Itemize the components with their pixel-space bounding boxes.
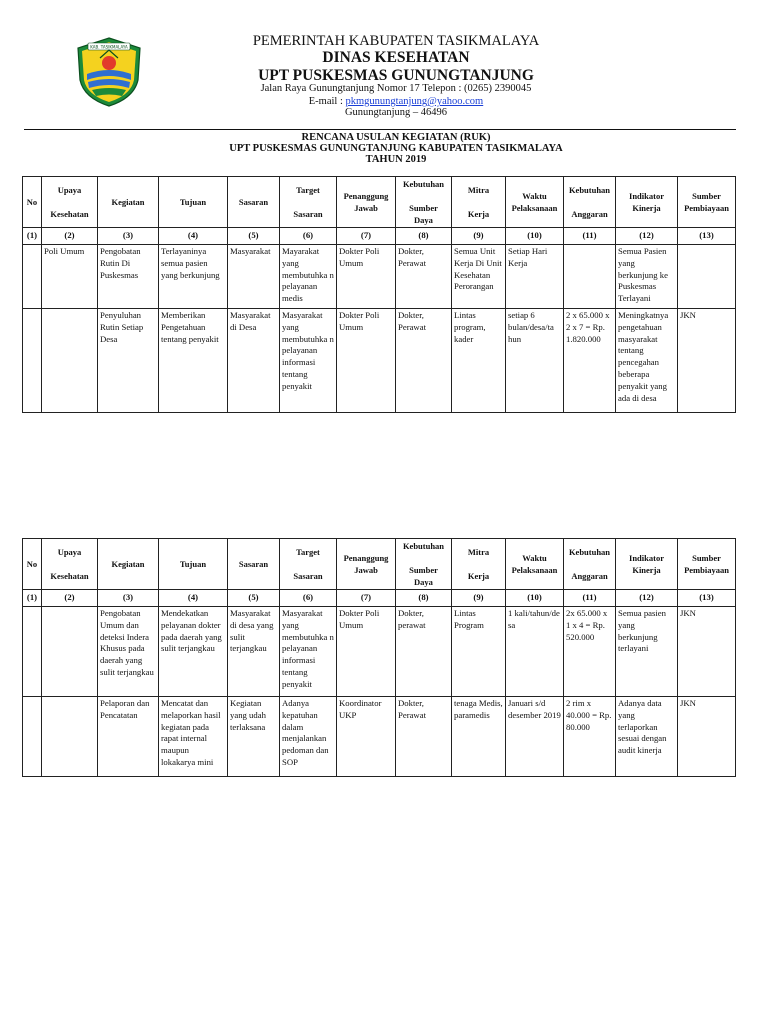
col-number: (4)	[159, 590, 228, 607]
col-number: (3)	[98, 590, 159, 607]
col-sumber-pembiayaan: Sumber Pembiayaan	[678, 177, 736, 228]
cell-anggaran: 2 rim x 40.000 = Rp. 80.000	[564, 697, 616, 777]
cell-sasaran: Masyarakat di desa yang sulit terjangkau	[228, 607, 280, 697]
svg-text:KAB. TASIKMALAYA: KAB. TASIKMALAYA	[90, 44, 128, 50]
header-government: PEMERINTAH KABUPATEN TASIKMALAYA	[252, 33, 540, 49]
cell-waktu: Januari s/d desember 2019	[506, 697, 564, 777]
document-year: TAHUN 2019	[365, 154, 427, 165]
cell-kegiatan: Penyuluhan Rutin Setiap Desa	[98, 309, 159, 413]
cell-upaya	[42, 697, 98, 777]
col-number: (11)	[564, 590, 616, 607]
cell-anggaran: 2x 65.000 x 1 x 4 = Rp. 520.000	[564, 607, 616, 697]
cell-sumber-daya: Dokter, perawat	[396, 607, 452, 697]
col-number: (9)	[452, 228, 506, 245]
cell-upaya: Poli Umum	[42, 245, 98, 309]
col-number: (8)	[396, 228, 452, 245]
col-mitra: Mitra Kerja	[452, 177, 506, 228]
col-number: (1)	[23, 228, 42, 245]
cell-tujuan: Mencatat dan melaporkan hasil kegiatan pada rapat internal maupun lokakarya mini	[159, 697, 228, 777]
table-row	[23, 697, 736, 777]
col-number: (10)	[506, 590, 564, 607]
col-kebutuhan-sumber-daya: Kebutuhan Sumber Daya	[396, 177, 452, 228]
col-indikator: Indikator Kinerja	[616, 539, 678, 590]
col-number: (7)	[337, 228, 396, 245]
document-title: RENCANA USULAN KEGIATAN (RUK)	[301, 132, 491, 143]
col-penanggung-jawab: Penanggung Jawab	[337, 539, 396, 590]
cell-upaya	[42, 607, 98, 697]
table-row	[23, 309, 736, 413]
column-number-row	[23, 590, 736, 607]
header-divider	[24, 129, 736, 130]
cell-sumber-daya: Dokter, Perawat	[396, 309, 452, 413]
cell-sasaran: Masyarakat di Desa	[228, 309, 280, 413]
header-unit: UPT PUSKESMAS GUNUNGTANJUNG	[258, 67, 534, 84]
cell-no	[23, 245, 42, 309]
email-link[interactable]: pkmgunungtanjung@yahoo.com	[345, 96, 484, 107]
col-number: (12)	[616, 228, 678, 245]
cell-no	[23, 697, 42, 777]
cell-target: Adanya kepatuhan dalam menjalankan pedoman dan SOP	[280, 697, 337, 777]
col-number: (8)	[396, 590, 452, 607]
col-number: (7)	[337, 590, 396, 607]
cell-tujuan: Mendekatkan pelayanan dokter pada daerah yang sulit terjangkau	[159, 607, 228, 697]
cell-target: Masyarakat yang membutuhka n pelayanan informasi tentang penyakit	[280, 309, 337, 413]
cell-target: Mayarakat yang membutuhka n pelayanan medis	[280, 245, 337, 309]
col-number: (6)	[280, 590, 337, 607]
document-subtitle: UPT PUSKESMAS GUNUNGTANJUNG KABUPATEN TASIKMALAYA	[229, 143, 563, 154]
col-number: (5)	[228, 590, 280, 607]
col-waktu: Waktu Pelaksanaan	[506, 539, 564, 590]
col-number: (1)	[23, 590, 42, 607]
table-header-row	[23, 177, 736, 228]
col-kebutuhan-anggaran: Kebutuhan Anggaran	[564, 177, 616, 228]
col-sasaran: Sasaran	[228, 539, 280, 590]
cell-sasaran: Kegiatan yang udah terlaksana	[228, 697, 280, 777]
cell-upaya	[42, 309, 98, 413]
col-number: (11)	[564, 228, 616, 245]
col-kebutuhan-sumber-daya: Kebutuhan Sumber Daya	[396, 539, 452, 590]
cell-pembiayaan	[678, 245, 736, 309]
col-target: Target Sasaran	[280, 539, 337, 590]
col-tujuan: Tujuan	[159, 539, 228, 590]
col-sasaran: Sasaran	[228, 177, 280, 228]
col-number: (4)	[159, 228, 228, 245]
cell-sasaran: Masyarakat	[228, 245, 280, 309]
cell-pembiayaan: JKN	[678, 607, 736, 697]
cell-no	[23, 607, 42, 697]
header-email-line	[12, 96, 768, 107]
col-number: (2)	[42, 590, 98, 607]
cell-pj: Dokter Poli Umum	[337, 309, 396, 413]
cell-no	[23, 309, 42, 413]
col-mitra: Mitra Kerja	[452, 539, 506, 590]
col-tujuan: Tujuan	[159, 177, 228, 228]
col-number: (13)	[678, 590, 736, 607]
ruk-table-2	[22, 538, 736, 777]
cell-tujuan: Memberikan Pengetahuan tentang penyakit	[159, 309, 228, 413]
cell-waktu: setiap 6 bulan/desa/ta hun	[506, 309, 564, 413]
cell-mitra: tenaga Medis, paramedis	[452, 697, 506, 777]
col-waktu: Waktu Pelaksanaan	[506, 177, 564, 228]
col-number: (13)	[678, 228, 736, 245]
cell-mitra: Semua Unit Kerja Di Unit Kesehatan Perorangan	[452, 245, 506, 309]
col-number: (10)	[506, 228, 564, 245]
table-row	[23, 245, 736, 309]
cell-kegiatan: Pengobatan Rutin Di Puskesmas	[98, 245, 159, 309]
cell-indikator: Semua pasien yang berkunjung terlayani	[616, 607, 678, 697]
table-header-row	[23, 539, 736, 590]
cell-indikator: Adanya data yang terlaporkan sesuai dengan audit kinerja	[616, 697, 678, 777]
col-number: (12)	[616, 590, 678, 607]
col-sumber-pembiayaan: Sumber Pembiayaan	[678, 539, 736, 590]
col-number: (2)	[42, 228, 98, 245]
column-number-row	[23, 228, 736, 245]
col-no: No	[23, 539, 42, 590]
col-upaya: Upaya Kesehatan	[42, 177, 98, 228]
col-number: (3)	[98, 228, 159, 245]
cell-pj: Dokter Poli Umum	[337, 245, 396, 309]
cell-anggaran	[564, 245, 616, 309]
cell-target: Masyarakat yang membutuhka n pelayanan informasi tentang penyakit	[280, 607, 337, 697]
table-row	[23, 607, 736, 697]
cell-pembiayaan: JKN	[678, 697, 736, 777]
cell-pembiayaan: JKN	[678, 309, 736, 413]
col-target: Target Sasaran	[280, 177, 337, 228]
cell-indikator: Semua Pasien yang berkunjung ke Puskesmas Terlayani	[616, 245, 678, 309]
col-number: (9)	[452, 590, 506, 607]
header-address: Jalan Raya Gunungtanjung Nomor 17 Telepon : (0265) 2390045	[260, 83, 532, 94]
col-number: (5)	[228, 228, 280, 245]
cell-mitra: Lintas program, kader	[452, 309, 506, 413]
email-label: E-mail :	[308, 96, 346, 107]
cell-pj: Koordinator UKP	[337, 697, 396, 777]
col-indikator: Indikator Kinerja	[616, 177, 678, 228]
cell-sumber-daya: Dokter, Perawat	[396, 697, 452, 777]
ruk-table-1	[22, 176, 736, 413]
col-upaya: Upaya Kesehatan	[42, 539, 98, 590]
header-postal: Gunungtanjung – 46496	[344, 107, 448, 118]
col-kegiatan: Kegiatan	[98, 177, 159, 228]
header-department: DINAS KESEHATAN	[322, 49, 470, 66]
cell-anggaran: 2 x 65.000 x 2 x 7 = Rp. 1.820.000	[564, 309, 616, 413]
cell-kegiatan: Pengobatan Umum dan deteksi Indera Khusus pada daerah yang sulit terjangkau	[98, 607, 159, 697]
col-number: (6)	[280, 228, 337, 245]
col-penanggung-jawab: Penanggung Jawab	[337, 177, 396, 228]
cell-tujuan: Terlayaninya semua pasien yang berkunjung	[159, 245, 228, 309]
col-kebutuhan-anggaran: Kebutuhan Anggaran	[564, 539, 616, 590]
cell-mitra: Lintas Program	[452, 607, 506, 697]
col-kegiatan: Kegiatan	[98, 539, 159, 590]
cell-indikator: Meningkatnya pengetahuan masyarakat tentang pencegahan beberapa penyakit yang ada di desa	[616, 309, 678, 413]
cell-sumber-daya: Dokter, Perawat	[396, 245, 452, 309]
cell-waktu: 1 kali/tahun/de sa	[506, 607, 564, 697]
col-no: No	[23, 177, 42, 228]
cell-kegiatan: Pelaporan dan Pencatatan	[98, 697, 159, 777]
cell-waktu: Setiap Hari Kerja	[506, 245, 564, 309]
cell-pj: Dokter Poli Umum	[337, 607, 396, 697]
